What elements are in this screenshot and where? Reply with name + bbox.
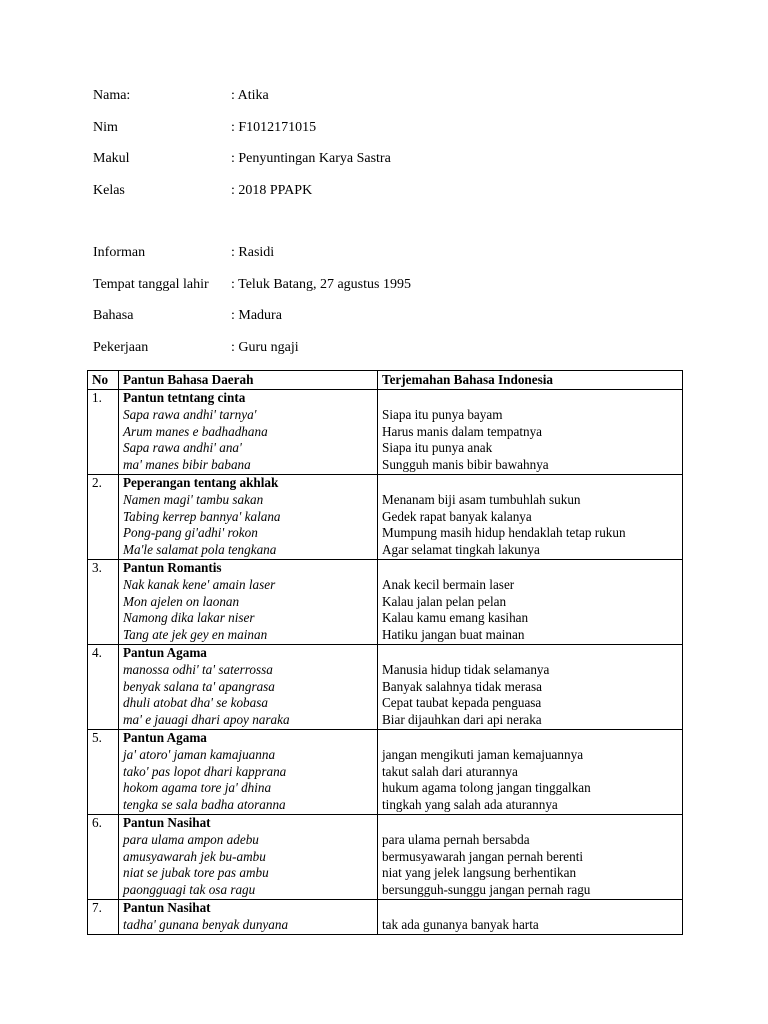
pantun-line: Nak kanak kene' amain laser — [123, 576, 276, 592]
pantun-daerah-cell — [119, 474, 378, 559]
student-info — [93, 86, 593, 369]
info-row-informan — [93, 243, 593, 275]
terjemahan-line: jangan mengikuti jaman kemajuannya — [382, 746, 584, 762]
pantun-line: ja' atoro' jaman kamajuanna — [123, 746, 276, 762]
row-number: 4. — [88, 644, 119, 729]
terjemahan-cell — [378, 729, 683, 814]
pantun-line: amusyawarah jek bu-ambu — [123, 848, 266, 864]
terjemahan-line: Hatiku jangan buat mainan — [382, 627, 525, 643]
info-value: : Teluk Batang, 27 agustus 1995 — [231, 276, 411, 292]
table-row — [88, 390, 683, 475]
terjemahan-line: niat yang jelek langsung berhentikan — [382, 865, 577, 881]
table-row — [88, 814, 683, 899]
pantun-title: Peperangan tentang akhlak — [123, 474, 279, 490]
pantun-daerah-cell — [119, 390, 378, 475]
info-row-kelas — [93, 181, 593, 213]
terjemahan-line: bermusyawarah jangan pernah berenti — [382, 848, 584, 864]
terjemahan-line: para ulama pernah bersabda — [382, 831, 530, 847]
pantun-line: hokom agama tore ja' dhina — [123, 780, 272, 796]
info-row-nim — [93, 118, 593, 150]
pantun-daerah-cell — [119, 899, 378, 934]
title-spacer — [382, 730, 678, 747]
info-value: : Penyuntingan Karya Sastra — [231, 151, 391, 166]
title-spacer — [382, 645, 678, 662]
info-value: : F1012171015 — [231, 119, 317, 135]
terjemahan-line: Biar dijauhkan dari api neraka — [382, 712, 542, 728]
info-label: Informan — [93, 245, 146, 260]
pantun-line: Ma'le salamat pola tengkana — [123, 542, 277, 558]
terjemahan-cell — [378, 390, 683, 475]
terjemahan-cell — [378, 814, 683, 899]
pantun-line: Sapa rawa andhi' ana' — [123, 440, 242, 456]
title-spacer — [382, 390, 678, 407]
terjemahan-line: Banyak salahnya tidak merasa — [382, 678, 543, 694]
terjemahan-line: Mumpung masih hidup hendaklah tetap rukun — [382, 525, 626, 541]
pantun-title: Pantun Agama — [123, 644, 207, 660]
terjemahan-line: Anak kecil bermain laser — [382, 576, 515, 592]
table-header-row — [88, 371, 683, 390]
info-label: Makul — [93, 151, 130, 166]
pantun-line: ma' manes bibir babana — [123, 457, 251, 473]
pantun-line: Tabing kerrep bannya' kalana — [123, 508, 281, 524]
terjemahan-line: tingkah yang salah ada aturannya — [382, 797, 558, 813]
terjemahan-line: Menanam biji asam tumbuhlah sukun — [382, 491, 581, 507]
row-number: 6. — [88, 814, 119, 899]
title-spacer — [382, 815, 678, 832]
pantun-line: tengka se sala badha atoranna — [123, 797, 286, 813]
info-value: : Madura — [231, 308, 282, 323]
terjemahan-line: Harus manis dalam tempatnya — [382, 423, 543, 439]
info-label: Pekerjaan — [93, 339, 149, 355]
info-row-nama — [93, 86, 593, 118]
row-number: 3. — [88, 559, 119, 644]
table-row — [88, 729, 683, 814]
terjemahan-line: Manusia hidup tidak selamanya — [382, 661, 550, 677]
pantun-line: manossa odhi' ta' saterrossa — [123, 661, 273, 677]
pantun-title: Pantun tetntang cinta — [123, 390, 246, 405]
pantun-title: Pantun Agama — [123, 729, 207, 745]
pantun-line: Namen magi' tambu sakan — [123, 491, 264, 507]
pantun-line: Sapa rawa andhi' tarnya' — [123, 406, 257, 422]
header-terjemahan: Terjemahan Bahasa Indonesia — [378, 371, 683, 390]
title-spacer — [382, 900, 678, 917]
row-number: 2. — [88, 474, 119, 559]
row-number: 5. — [88, 729, 119, 814]
info-row-pekerjaan — [93, 338, 593, 370]
row-number: 7. — [88, 899, 119, 934]
info-row-ttl — [93, 275, 593, 307]
terjemahan-line: Sungguh manis bibir bawahnya — [382, 457, 549, 473]
terjemahan-line: Kalau jalan pelan pelan — [382, 593, 507, 609]
pantun-line: benyak salana ta' apangrasa — [123, 678, 275, 694]
title-spacer — [382, 475, 678, 492]
table-row — [88, 644, 683, 729]
pantun-line: tako' pas lopot dhari kapprana — [123, 763, 287, 779]
title-spacer — [382, 560, 678, 577]
header-pantun-daerah: Pantun Bahasa Daerah — [119, 371, 378, 390]
section-spacer — [93, 212, 593, 243]
info-value: : Atika — [231, 88, 269, 103]
table-row — [88, 559, 683, 644]
pantun-line: Namong dika lakar niser — [123, 610, 255, 626]
info-label: Tempat tanggal lahir — [93, 276, 209, 292]
pantun-line: para ulama ampon adebu — [123, 831, 259, 847]
pantun-daerah-cell — [119, 559, 378, 644]
pantun-line: ma' e jauagi dhari apoy naraka — [123, 712, 290, 728]
terjemahan-cell — [378, 559, 683, 644]
pantun-line: Arum manes e badhadhana — [123, 423, 268, 439]
terjemahan-cell — [378, 474, 683, 559]
terjemahan-line: Gedek rapat banyak kalanya — [382, 508, 532, 524]
info-label: Nama: — [93, 88, 131, 103]
pantun-title: Pantun Nasihat — [123, 814, 211, 830]
pantun-title: Pantun Romantis — [123, 559, 222, 575]
terjemahan-cell — [378, 899, 683, 934]
pantun-title: Pantun Nasihat — [123, 899, 211, 915]
pantun-daerah-cell — [119, 814, 378, 899]
info-label: Bahasa — [93, 308, 134, 323]
info-row-makul — [93, 149, 593, 181]
pantun-line: Mon ajelen on laonan — [123, 593, 240, 609]
terjemahan-line: Kalau kamu emang kasihan — [382, 610, 529, 626]
terjemahan-line: hukum agama tolong jangan tinggalkan — [382, 780, 591, 796]
pantun-table — [87, 370, 683, 935]
terjemahan-line: Cepat taubat kepada penguasa — [382, 695, 542, 711]
info-label: Nim — [93, 119, 118, 135]
terjemahan-line: Siapa itu punya bayam — [382, 406, 503, 422]
table-row — [88, 899, 683, 934]
terjemahan-line: Siapa itu punya anak — [382, 440, 493, 456]
info-label: Kelas — [93, 182, 125, 198]
pantun-line: Tang ate jek gey en mainan — [123, 627, 268, 643]
terjemahan-line: takut salah dari aturannya — [382, 763, 518, 779]
pantun-line: paongguagi tak osa ragu — [123, 882, 256, 898]
pantun-line: Pong-pang gi'adhi' rokon — [123, 525, 258, 541]
terjemahan-line: bersungguh-sunggu jangan pernah ragu — [382, 882, 591, 898]
header-no: No — [88, 371, 119, 390]
row-number: 1. — [88, 390, 119, 475]
terjemahan-cell — [378, 644, 683, 729]
pantun-line: dhuli atobat dha' se kobasa — [123, 695, 268, 711]
pantun-line: tadha' gunana benyak dunyana — [123, 916, 289, 932]
terjemahan-line: Agar selamat tingkah lakunya — [382, 542, 540, 558]
info-value: : Guru ngaji — [231, 339, 299, 355]
terjemahan-line: tak ada gunanya banyak harta — [382, 916, 539, 932]
info-value: : Rasidi — [231, 245, 275, 260]
table-row — [88, 474, 683, 559]
pantun-line: niat se jubak tore pas ambu — [123, 865, 269, 881]
info-row-bahasa — [93, 306, 593, 338]
pantun-daerah-cell — [119, 644, 378, 729]
info-value: : 2018 PPAPK — [231, 182, 313, 198]
pantun-daerah-cell — [119, 729, 378, 814]
